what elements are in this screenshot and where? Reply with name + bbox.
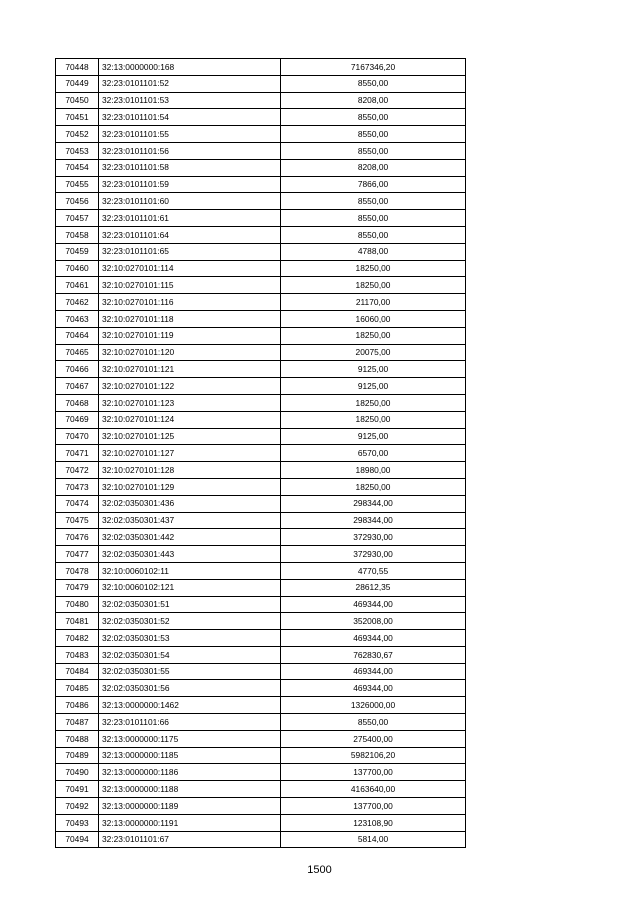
cadastral-number-cell: 32:13:0000000:1175 [99, 730, 281, 747]
table-row [56, 562, 466, 579]
value-cell: 469344,00 [281, 596, 466, 613]
cadastral-number-cell: 32:23:0101101:61 [99, 210, 281, 227]
value-cell: 123108,90 [281, 814, 466, 831]
row-number-cell: 70492 [56, 798, 99, 815]
cadastral-number-cell: 32:13:0000000:168 [99, 59, 281, 76]
value-cell: 372930,00 [281, 529, 466, 546]
cadastral-number-cell: 32:02:0350301:52 [99, 613, 281, 630]
table-row [56, 512, 466, 529]
table-row [56, 294, 466, 311]
value-cell: 762830,67 [281, 646, 466, 663]
table-row [56, 394, 466, 411]
value-cell: 18250,00 [281, 411, 466, 428]
value-cell: 18980,00 [281, 462, 466, 479]
cadastral-number-cell: 32:10:0270101:121 [99, 361, 281, 378]
cadastral-number-cell: 32:23:0101101:58 [99, 159, 281, 176]
cadastral-number-cell: 32:02:0350301:54 [99, 646, 281, 663]
value-cell: 137700,00 [281, 798, 466, 815]
row-number-cell: 70462 [56, 294, 99, 311]
value-cell: 469344,00 [281, 630, 466, 647]
table-row [56, 814, 466, 831]
table-row [56, 798, 466, 815]
table-row [56, 697, 466, 714]
row-number-cell: 70458 [56, 226, 99, 243]
cadastral-number-cell: 32:02:0350301:443 [99, 546, 281, 563]
row-number-cell: 70493 [56, 814, 99, 831]
row-number-cell: 70471 [56, 445, 99, 462]
cadastral-number-cell: 32:10:0270101:122 [99, 378, 281, 395]
cadastral-number-cell: 32:02:0350301:442 [99, 529, 281, 546]
row-number-cell: 70472 [56, 462, 99, 479]
cadastral-number-cell: 32:23:0101101:52 [99, 75, 281, 92]
row-number-cell: 70451 [56, 109, 99, 126]
value-cell: 5814,00 [281, 831, 466, 848]
value-cell: 8550,00 [281, 714, 466, 731]
value-cell: 18250,00 [281, 394, 466, 411]
table-row [56, 495, 466, 512]
table-row [56, 310, 466, 327]
cadastral-number-cell: 32:10:0270101:127 [99, 445, 281, 462]
row-number-cell: 70459 [56, 243, 99, 260]
cadastral-number-cell: 32:02:0350301:51 [99, 596, 281, 613]
cadastral-number-cell: 32:13:0000000:1186 [99, 764, 281, 781]
row-number-cell: 70482 [56, 630, 99, 647]
row-number-cell: 70475 [56, 512, 99, 529]
table-row [56, 680, 466, 697]
value-cell: 18250,00 [281, 327, 466, 344]
row-number-cell: 70450 [56, 92, 99, 109]
table-row [56, 764, 466, 781]
page-number: 1500 [307, 864, 332, 876]
row-number-cell: 70479 [56, 579, 99, 596]
row-number-cell: 70460 [56, 260, 99, 277]
table-body [56, 59, 466, 848]
value-cell: 8550,00 [281, 142, 466, 159]
row-number-cell: 70453 [56, 142, 99, 159]
value-cell: 8208,00 [281, 159, 466, 176]
table-row [56, 176, 466, 193]
value-cell: 1326000,00 [281, 697, 466, 714]
cadastral-number-cell: 32:23:0101101:64 [99, 226, 281, 243]
cadastral-number-cell: 32:10:0270101:123 [99, 394, 281, 411]
table-row [56, 579, 466, 596]
cadastral-number-cell: 32:10:0270101:120 [99, 344, 281, 361]
cadastral-number-cell: 32:10:0270101:128 [99, 462, 281, 479]
cadastral-number-cell: 32:10:0060102:11 [99, 562, 281, 579]
row-number-cell: 70478 [56, 562, 99, 579]
table-row [56, 210, 466, 227]
value-cell: 21170,00 [281, 294, 466, 311]
row-number-cell: 70448 [56, 59, 99, 76]
row-number-cell: 70456 [56, 193, 99, 210]
row-number-cell: 70465 [56, 344, 99, 361]
table-row [56, 663, 466, 680]
value-cell: 8550,00 [281, 109, 466, 126]
row-number-cell: 70480 [56, 596, 99, 613]
cadastral-number-cell: 32:13:0000000:1188 [99, 781, 281, 798]
row-number-cell: 70470 [56, 428, 99, 445]
table-row [56, 831, 466, 848]
table-row [56, 478, 466, 495]
table-row [56, 730, 466, 747]
row-number-cell: 70477 [56, 546, 99, 563]
cadastral-number-cell: 32:10:0270101:115 [99, 277, 281, 294]
row-number-cell: 70484 [56, 663, 99, 680]
cadastral-number-cell: 32:13:0000000:1189 [99, 798, 281, 815]
cadastral-number-cell: 32:23:0101101:59 [99, 176, 281, 193]
row-number-cell: 70485 [56, 680, 99, 697]
table-row [56, 646, 466, 663]
row-number-cell: 70489 [56, 747, 99, 764]
row-number-cell: 70468 [56, 394, 99, 411]
row-number-cell: 70454 [56, 159, 99, 176]
value-cell: 352008,00 [281, 613, 466, 630]
value-cell: 28612,35 [281, 579, 466, 596]
row-number-cell: 70469 [56, 411, 99, 428]
row-number-cell: 70488 [56, 730, 99, 747]
table-row [56, 428, 466, 445]
table-row [56, 344, 466, 361]
cadastral-number-cell: 32:10:0270101:124 [99, 411, 281, 428]
table-row [56, 714, 466, 731]
cadastral-number-cell: 32:02:0350301:53 [99, 630, 281, 647]
cadastral-number-cell: 32:02:0350301:437 [99, 512, 281, 529]
value-cell: 298344,00 [281, 495, 466, 512]
row-number-cell: 70476 [56, 529, 99, 546]
table-row [56, 613, 466, 630]
table-row [56, 361, 466, 378]
value-cell: 4788,00 [281, 243, 466, 260]
value-cell: 9125,00 [281, 378, 466, 395]
table-row [56, 59, 466, 76]
value-cell: 8550,00 [281, 210, 466, 227]
row-number-cell: 70467 [56, 378, 99, 395]
cadastral-number-cell: 32:13:0000000:1191 [99, 814, 281, 831]
row-number-cell: 70474 [56, 495, 99, 512]
table-row [56, 747, 466, 764]
table-row [56, 277, 466, 294]
cadastral-number-cell: 32:10:0270101:114 [99, 260, 281, 277]
value-cell: 9125,00 [281, 428, 466, 445]
table-row [56, 781, 466, 798]
table-row [56, 411, 466, 428]
row-number-cell: 70461 [56, 277, 99, 294]
row-number-cell: 70473 [56, 478, 99, 495]
cadastral-number-cell: 32:10:0270101:129 [99, 478, 281, 495]
cadastral-number-cell: 32:13:0000000:1462 [99, 697, 281, 714]
cadastral-number-cell: 32:02:0350301:56 [99, 680, 281, 697]
value-cell: 9125,00 [281, 361, 466, 378]
cadastral-number-cell: 32:23:0101101:67 [99, 831, 281, 848]
data-table [55, 58, 466, 848]
cadastral-number-cell: 32:23:0101101:53 [99, 92, 281, 109]
cadastral-number-cell: 32:23:0101101:60 [99, 193, 281, 210]
cadastral-number-cell: 32:10:0270101:118 [99, 310, 281, 327]
value-cell: 4163640,00 [281, 781, 466, 798]
value-cell: 4770,55 [281, 562, 466, 579]
row-number-cell: 70457 [56, 210, 99, 227]
table-row [56, 159, 466, 176]
table-row [56, 92, 466, 109]
table-row [56, 596, 466, 613]
value-cell: 8550,00 [281, 126, 466, 143]
table-row [56, 462, 466, 479]
row-number-cell: 70487 [56, 714, 99, 731]
row-number-cell: 70449 [56, 75, 99, 92]
table-row [56, 193, 466, 210]
table-row [56, 529, 466, 546]
cadastral-number-cell: 32:23:0101101:66 [99, 714, 281, 731]
cadastral-number-cell: 32:10:0270101:125 [99, 428, 281, 445]
table-row [56, 142, 466, 159]
value-cell: 7866,00 [281, 176, 466, 193]
row-number-cell: 70464 [56, 327, 99, 344]
table-row [56, 546, 466, 563]
cadastral-number-cell: 32:02:0350301:436 [99, 495, 281, 512]
cadastral-number-cell: 32:23:0101101:54 [99, 109, 281, 126]
cadastral-number-cell: 32:23:0101101:56 [99, 142, 281, 159]
row-number-cell: 70452 [56, 126, 99, 143]
value-cell: 5982106,20 [281, 747, 466, 764]
row-number-cell: 70455 [56, 176, 99, 193]
row-number-cell: 70463 [56, 310, 99, 327]
row-number-cell: 70491 [56, 781, 99, 798]
row-number-cell: 70483 [56, 646, 99, 663]
value-cell: 137700,00 [281, 764, 466, 781]
cadastral-number-cell: 32:23:0101101:55 [99, 126, 281, 143]
cadastral-number-cell: 32:02:0350301:55 [99, 663, 281, 680]
value-cell: 8550,00 [281, 75, 466, 92]
value-cell: 8208,00 [281, 92, 466, 109]
table-row [56, 327, 466, 344]
cadastral-number-cell: 32:10:0060102:121 [99, 579, 281, 596]
value-cell: 20075,00 [281, 344, 466, 361]
value-cell: 16060,00 [281, 310, 466, 327]
row-number-cell: 70490 [56, 764, 99, 781]
value-cell: 7167346,20 [281, 59, 466, 76]
value-cell: 8550,00 [281, 193, 466, 210]
value-cell: 372930,00 [281, 546, 466, 563]
cadastral-number-cell: 32:13:0000000:1185 [99, 747, 281, 764]
table-row [56, 260, 466, 277]
table-row [56, 243, 466, 260]
table-row [56, 75, 466, 92]
value-cell: 298344,00 [281, 512, 466, 529]
value-cell: 469344,00 [281, 680, 466, 697]
value-cell: 6570,00 [281, 445, 466, 462]
table-row [56, 226, 466, 243]
value-cell: 18250,00 [281, 277, 466, 294]
table-row [56, 126, 466, 143]
value-cell: 18250,00 [281, 478, 466, 495]
row-number-cell: 70466 [56, 361, 99, 378]
cadastral-number-cell: 32:10:0270101:119 [99, 327, 281, 344]
value-cell: 469344,00 [281, 663, 466, 680]
cadastral-number-cell: 32:23:0101101:65 [99, 243, 281, 260]
cadastral-number-cell: 32:10:0270101:116 [99, 294, 281, 311]
value-cell: 8550,00 [281, 226, 466, 243]
row-number-cell: 70481 [56, 613, 99, 630]
table-row [56, 109, 466, 126]
row-number-cell: 70486 [56, 697, 99, 714]
value-cell: 275400,00 [281, 730, 466, 747]
table-row [56, 445, 466, 462]
table-row [56, 630, 466, 647]
table-row [56, 378, 466, 395]
row-number-cell: 70494 [56, 831, 99, 848]
value-cell: 18250,00 [281, 260, 466, 277]
